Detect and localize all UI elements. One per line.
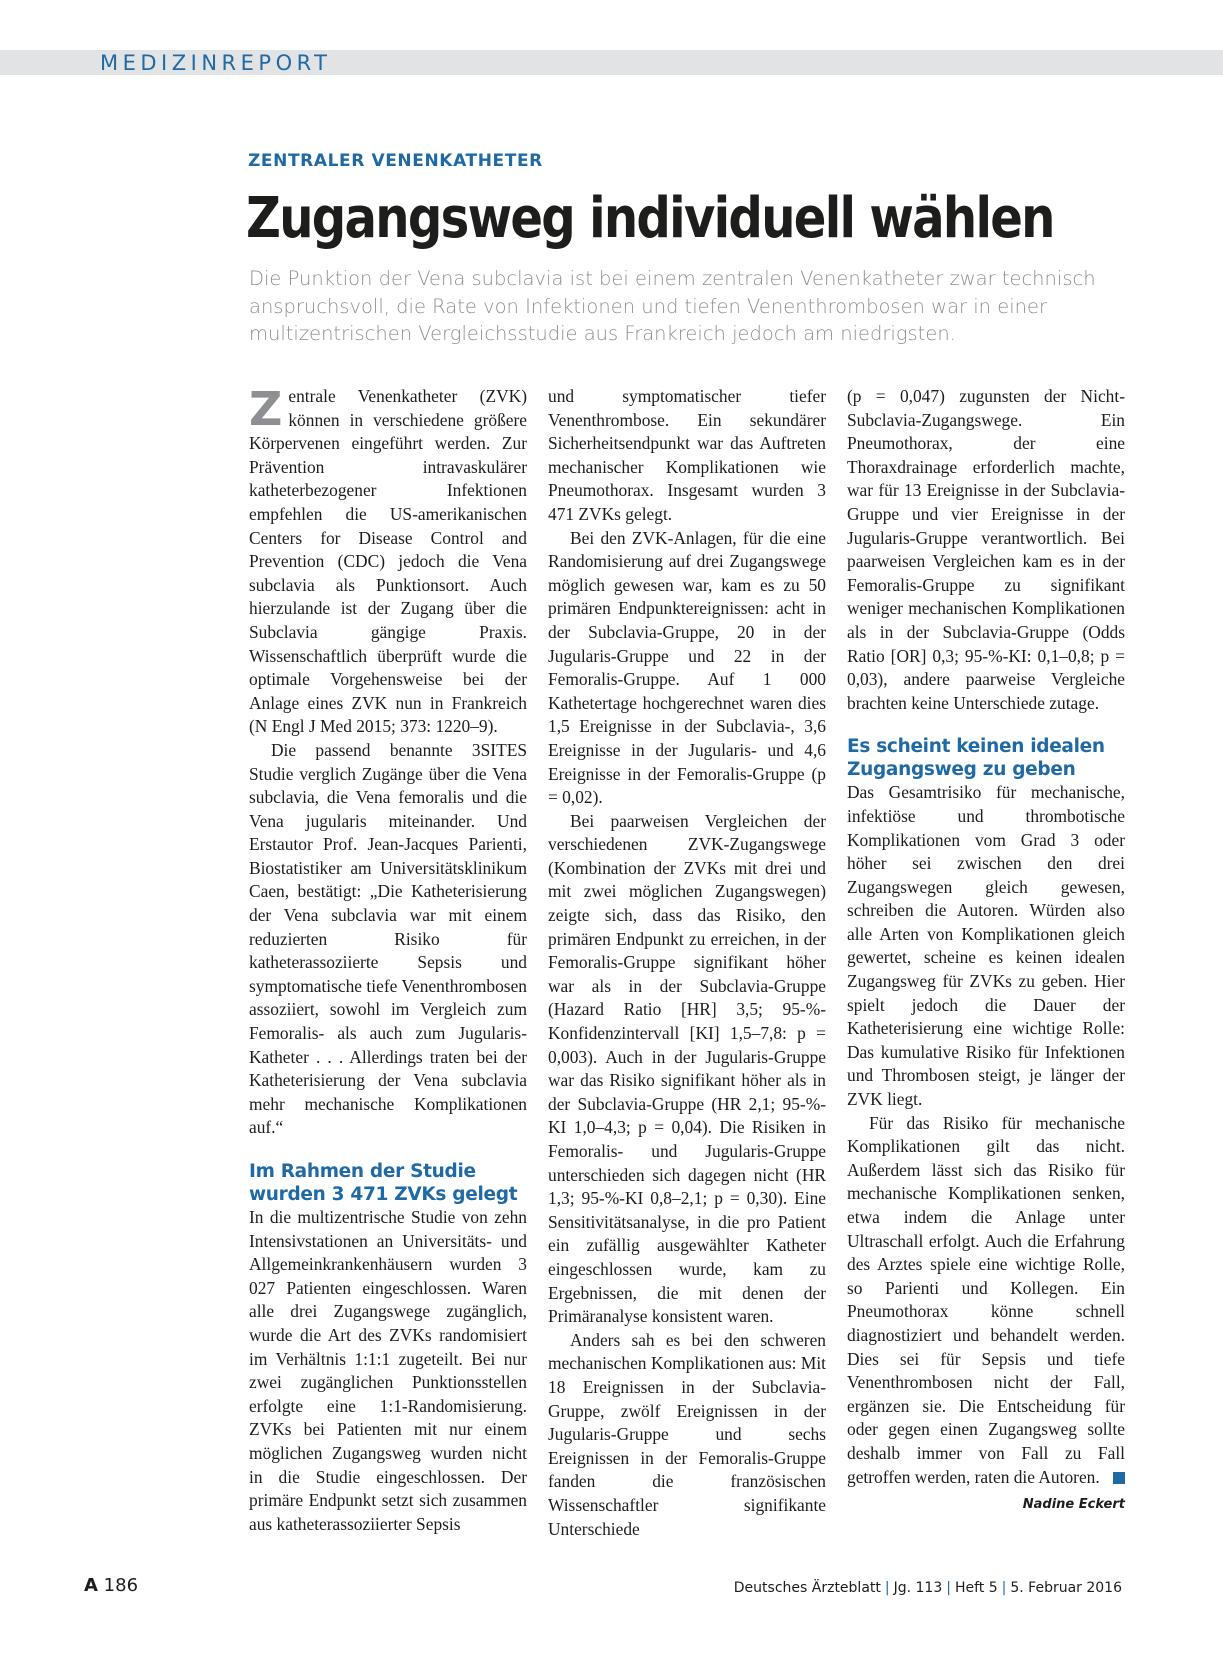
section-label: MEDIZINREPORT [100, 51, 332, 75]
paragraph: Die passend benannte 3SITES Studie verglich Zugänge über die Vena subclavia, die Vena femoralis und die Vena jugularis miteinander. Und Erstautor Prof. Jean-Jacques Parienti, Biostatistiker am Universitätsklinikum Caen, bestätigt: „Die Katheterisierung der Vena subclavia war mit einem reduzierten Risiko für katheterassoziierte Sepsis und symptomatische tiefe Venenthrombosen assoziiert, sowohl im Vergleich zum Femoralis- als auch zum Jugularis-Katheter . . . Allerdings traten bei der Katheterisierung der Vena subclavia mehr mechanische Komplikationen auf.“ [249, 739, 527, 1138]
paragraph: Bei paarweisen Vergleichen der verschiedenen ZVK-Zugangswege (Kombination der ZVKs mit drei und mit zwei möglichen Zugangswegen) zeigte sich, dass das Risiko, den primären Endpunkt zu erreichen, in der Femoralis-Gruppe signifikant höher war als in der Subclavia-Gruppe (Hazard Ratio [HR] 3,5; 95-%-Konfidenzintervall [KI] 1,5–7,8: p = 0,003). Auch in der Jugularis-Gruppe war das Risiko signifikant höher als in der Subclavia-Gruppe (HR 2,1; 95-%-KI 1,0–4,3; p = 0,04). Die Risiken in Femoralis- und Jugularis-Gruppe unterschieden sich dagegen nicht (HR 1,3; 95-%-KI 0,8–2,1; p = 0,30). Eine Sensitivitätsanalyse, in die pro Patient ein zufällig ausgewählter Katheter eingeschlossen wurde, kam zu Ergebnissen, die mit denen der Primäranalyse konsistent waren. [548, 810, 826, 1327]
journal-volume: Jg. 113 [893, 1580, 943, 1596]
journal-issue: Heft 5 [954, 1580, 998, 1596]
paragraph-final-text: Für das Risiko für mechanische Komplikationen gilt das nicht. Außerdem lässt sich das Risiko für mechanische Komplikationen senken, etwa indem die Anlage unter Ultraschall erfolgt. Auch die Erfahrung des Arztes spiele eine wichtige Rolle, so Parienti und Kollegen. Ein Pneumothorax könne schnell diagnostiziert und behandelt werden. Dies sei für Sepsis und tiefe Venenthrombosen nicht der Fall, ergänzen sie. Die Entscheidung für oder gegen einen Zugangsweg sollte deshalb immer von Fall zu Fall getroffen werden, raten die Autoren. [847, 1112, 1125, 1487]
paragraph: und symptomatischer tiefer Venenthrombose. Ein sekundärer Sicherheitsendpunkt war das Auftreten mechanischer Komplikationen wie Pneumothorax. Insgesamt wurden 3 471 ZVKs gelegt. [548, 386, 826, 524]
drop-cap: Z [249, 382, 283, 436]
article-kicker: ZENTRALER VENENKATHETER [248, 151, 543, 171]
paragraph: Bei den ZVK-Anlagen, für die eine Randomisierung auf drei Zugangswege möglich gewesen war, kam es zu 50 primären Endpunktereignissen: acht in der Subclavia-Gruppe, 20 in der Jugularis-Gruppe und 22 in der Femoralis-Gruppe. Auf 1 000 Kathetertage hochgerechnet waren dies 1,5 Ereignisse in der Subclavia-, 3,6 Ereignisse in der Jugularis- und 4,6 Ereignisse in der Femoralis-Gruppe (p = 0,02). [548, 527, 826, 808]
subheading-study: Im Rahmen der Studie wurden 3 471 ZVKs gelegt [249, 1161, 518, 1205]
subheading-no-ideal-access: Es scheint keinen idealen Zugangsweg zu geben [847, 736, 1105, 781]
page-number-value: 186 [103, 1575, 139, 1596]
paragraph-intro [249, 382, 527, 739]
page-prefix: A [84, 1575, 98, 1596]
paragraph: Anders sah es bei den schweren mechanischen Komplikationen aus: Mit 18 Ereignissen in der Subclavia-Gruppe, zwölf Ereignissen in der Jugularis-Gruppe und sechs Ereignissen in der Femoralis-Gruppe fanden die französischen Wissenschaftler signifikante Unterschiede [548, 1329, 826, 1539]
journal-name: Deutsches Ärzteblatt [733, 1580, 881, 1596]
paragraph: Das Gesamtrisiko für mechanische, infektiöse und thrombotische Komplikationen vom Grad 3 oder höher sei zwischen den drei Zugangswegen gleich gewesen, schreiben die Autoren. Würden also alle Arten von Komplikationen gleich gewertet, scheine es keinen idealen Zugangsweg für ZVKs zu geben. Hier spielt jedoch die Dauer der Katheterisierung eine wichtige Rolle: Das kumulative Risiko für Infektionen und Thrombosen steigt, je länger der ZVK liegt. [847, 782, 1125, 1110]
author-name: Nadine Eckert [1022, 1497, 1125, 1513]
paragraph: (p = 0,047) zugunsten der Nicht-Subclavia-Zugangswege. Ein Pneumothorax, der eine Thoraxdrainage erforderlich machte, war für 13 Ereignisse in der Subclavia-Gruppe und vier Ereignisse in der Jugularis-Gruppe verantwortlich. Bei paarweisen Vergleichen kam es in der Femoralis-Gruppe zu signifikant weniger mechanischen Komplikationen als in der Subclavia-Gruppe (Odds Ratio [OR] 0,3; 95-%-KI: 0,1–0,8; p = 0,03), andere paarweise Vergleiche brachten keine Unterschiede zutage. [847, 386, 1125, 713]
journal-date: 5. Februar 2016 [1010, 1580, 1122, 1596]
paragraph-intro-text: entrale Venenkatheter (ZVK) können in verschiedene größere Körpervenen eingeführt werden. Zur Prävention intravaskulärer katheterbezogener Infektionen empfehlen die US-amerikanischen Centers for Disease Control and Prevention (CDC) jedoch die Vena subclavia als Punktionsort. Auch hierzulande ist der Zugang über die Subclavia gängige Praxis. Wissenschaftlich überprüft wurde die optimale Vorgehensweise bei der Anlage eines ZVK nun in Frankreich (N Engl J Med 2015; 373: 1220–9). [249, 386, 527, 737]
text-column-3 [847, 385, 1125, 1517]
text-column-2 [548, 385, 826, 1541]
separator: | [884, 1580, 890, 1596]
article-headline: Zugangsweg individuell wählen [246, 186, 1054, 251]
article-lead: Die Punktion der Vena subclavia ist bei einem zentralen Venenkatheter zwar technisch anspruchsvoll, die Rate von Infektionen und tiefen Venenthrombosen war in einer multizentrischen Vergleichsstudie aus Frankreich jedoch am niedrigsten. [249, 267, 1096, 345]
paragraph-final [847, 1112, 1125, 1490]
end-mark-icon [1113, 1472, 1125, 1484]
separator: | [1001, 1580, 1007, 1596]
text-column-1 [249, 382, 527, 1536]
journal-info [734, 1580, 1122, 1596]
paragraph: In die multizentrische Studie von zehn Intensivstationen an Universitäts- und Allgemeinkrankenhäusern wurden 3 027 Patienten eingeschlossen. Waren alle drei Zugangswege zugänglich, wurde die Art des ZVKs randomisiert im Verhältnis 1:1:1 zugeteilt. Bei nur zwei zugänglichen Punktionsstellen erfolgte eine 1:1-Randomisierung. ZVKs bei Patienten mit nur einem möglichen Zugangsweg wurden nicht in die Studie eingeschlossen. Der primäre Endpunkt setzt sich zusammen aus katheterassoziierter Sepsis [249, 1207, 527, 1534]
page-number [84, 1575, 138, 1596]
separator: | [946, 1580, 951, 1596]
